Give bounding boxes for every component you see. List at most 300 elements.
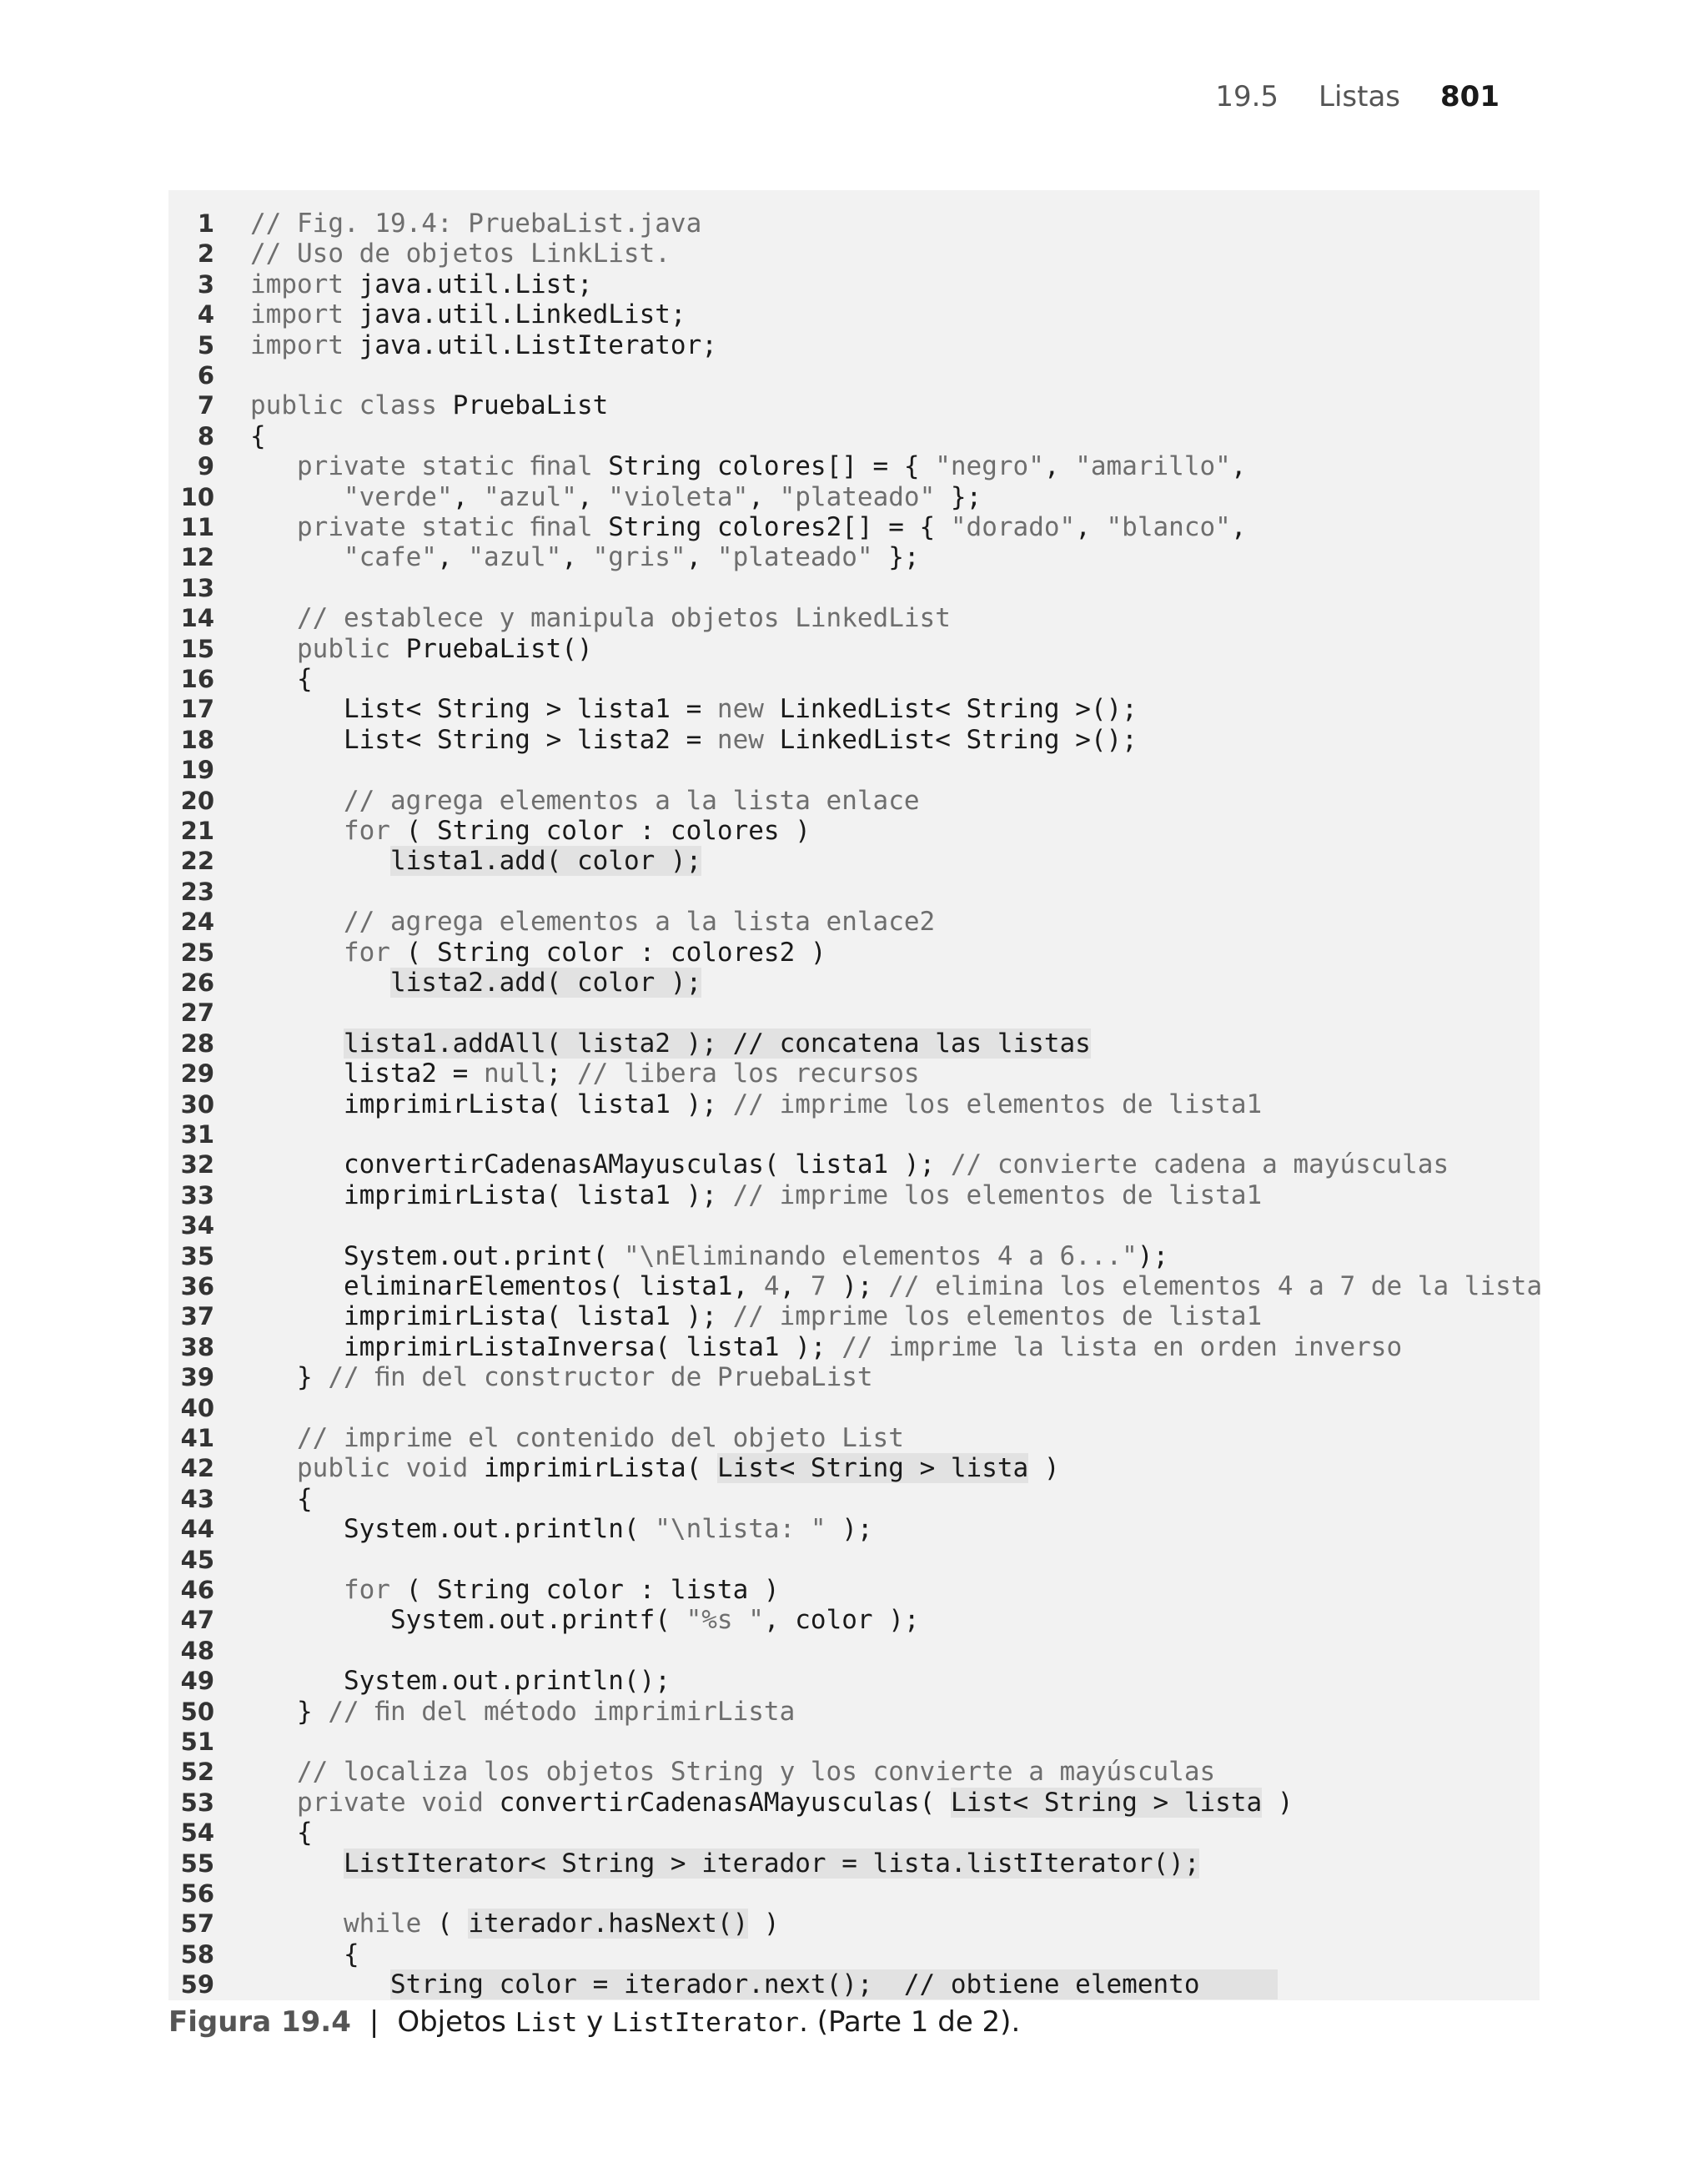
code-text	[250, 542, 920, 572]
code-comment: // imprime los elementos de lista1	[732, 1089, 1263, 1119]
code-token	[250, 603, 297, 633]
code-text	[250, 816, 811, 846]
code-text	[250, 664, 313, 694]
code-keyword: import	[250, 269, 344, 299]
code-keyword: public	[297, 633, 390, 664]
code-text	[250, 1969, 1278, 1999]
code-listing	[168, 190, 1543, 2000]
code-line	[168, 482, 1540, 512]
code-token: )	[748, 1909, 780, 1939]
code-highlight: List< String > lista	[716, 1453, 1029, 1484]
line-number: 17	[180, 695, 214, 724]
code-text	[250, 1818, 313, 1848]
code-text	[250, 451, 1247, 481]
code-string: "gris"	[592, 542, 686, 573]
code-text	[250, 1484, 313, 1514]
code-text	[250, 1241, 1168, 1271]
code-token: ,	[452, 481, 484, 512]
code-token: LinkedList< String >();	[763, 724, 1138, 755]
code-line	[168, 1788, 1540, 1818]
figure-caption	[168, 2005, 1020, 2039]
code-comment: // Fig. 19.4: PruebaList.java	[250, 209, 702, 239]
code-token	[250, 1029, 344, 1059]
code-token: {	[250, 1939, 359, 1969]
code-line	[168, 1757, 1540, 1787]
code-text	[250, 1575, 780, 1605]
code-token: );	[826, 1271, 889, 1301]
code-text	[250, 1849, 1199, 1879]
code-token	[250, 846, 390, 876]
line-number: 18	[180, 725, 214, 754]
code-token: );	[826, 1514, 873, 1545]
code-token	[250, 816, 344, 846]
code-line	[168, 877, 1540, 907]
code-token: PruebaList()	[389, 633, 593, 664]
code-string: "verde"	[343, 481, 453, 512]
line-number: 53	[180, 1788, 214, 1817]
line-number: 26	[180, 968, 214, 997]
code-line	[168, 907, 1540, 937]
code-line	[168, 603, 1540, 633]
code-token	[250, 451, 297, 481]
line-number: 25	[180, 938, 214, 967]
code-keyword: for	[343, 816, 390, 846]
code-keyword: private static ﬁnal	[297, 451, 593, 482]
code-text	[250, 299, 686, 329]
code-line	[168, 846, 1540, 876]
code-token: imprimirLista( lista1 );	[250, 1089, 733, 1119]
code-string: "plateado"	[779, 481, 936, 512]
line-number: 16	[180, 665, 214, 693]
code-token: ,	[576, 481, 609, 512]
code-comment: // imprime la lista en orden inverso	[841, 1331, 1403, 1362]
code-line	[168, 755, 1540, 785]
code-line	[168, 239, 1540, 269]
code-highlight: List< String > lista	[950, 1787, 1263, 1818]
code-token: (	[421, 1909, 469, 1939]
line-number: 36	[180, 1272, 214, 1300]
code-token: };	[872, 542, 920, 573]
code-comment: // elimina los elementos 4 a 7 de la lista	[888, 1271, 1543, 1301]
line-number: 33	[180, 1180, 214, 1210]
code-text	[250, 1939, 359, 1969]
code-line	[168, 360, 1540, 390]
code-string: "negro"	[935, 451, 1044, 482]
code-keyword: while	[343, 1909, 422, 1939]
code-token: convertirCadenasAMayusculas(	[483, 1787, 951, 1818]
code-text	[250, 239, 671, 269]
code-comment: // ﬁn del método imprimirLista	[328, 1696, 796, 1727]
code-line	[168, 1697, 1540, 1727]
code-text	[250, 1271, 1542, 1301]
code-token: };	[935, 481, 982, 512]
line-number: 27	[180, 998, 214, 1028]
code-text	[250, 1909, 780, 1939]
caption-code-listiterator: ListIterator	[612, 2008, 800, 2038]
code-line	[168, 1484, 1540, 1514]
code-token: }	[250, 1696, 329, 1727]
code-comment: // libera los recursos	[576, 1059, 920, 1089]
code-token: List< String > lista2 =	[250, 724, 717, 755]
code-text	[250, 1423, 904, 1453]
code-string: "blanco"	[1106, 512, 1231, 542]
code-comment: // imprime los elementos de lista1	[732, 1301, 1263, 1332]
code-line	[168, 1727, 1540, 1757]
code-comment: // Uso de objetos LinkList.	[250, 239, 671, 269]
code-line	[168, 1969, 1540, 1999]
code-string: "\nEliminando elementos 4 a 6..."	[623, 1240, 1138, 1271]
code-text	[250, 968, 701, 998]
code-line	[168, 1818, 1540, 1848]
code-line	[168, 816, 1540, 846]
line-number: 59	[180, 1970, 214, 1999]
code-line	[168, 1362, 1540, 1392]
code-text	[250, 1605, 920, 1635]
line-number: 50	[180, 1697, 214, 1726]
code-line	[168, 1939, 1540, 1969]
line-number: 23	[180, 877, 214, 906]
caption-code-list: List	[515, 2008, 578, 2038]
code-keyword: private static ﬁnal	[297, 512, 593, 542]
code-line	[168, 998, 1540, 1028]
code-token: 4	[763, 1271, 780, 1301]
section-title: Listas	[1319, 80, 1401, 113]
code-line	[168, 330, 1540, 360]
code-line	[168, 1453, 1540, 1483]
code-keyword: public class	[250, 390, 437, 421]
code-token	[250, 1788, 297, 1818]
code-line	[168, 269, 1540, 299]
line-number: 57	[180, 1909, 214, 1939]
line-number: 1	[197, 209, 214, 238]
code-text	[250, 1332, 1402, 1362]
code-keyword: private void	[297, 1787, 484, 1818]
line-number: 54	[180, 1818, 214, 1848]
code-token: imprimirLista(	[468, 1453, 717, 1484]
line-number: 9	[197, 452, 214, 481]
code-token: )	[1028, 1453, 1060, 1484]
code-token: ( String color : lista )	[389, 1575, 780, 1605]
code-text	[250, 390, 608, 420]
code-keyword: import	[250, 299, 344, 330]
code-token	[250, 512, 297, 542]
code-line	[168, 1849, 1540, 1879]
code-line	[168, 1180, 1540, 1210]
line-number: 28	[180, 1029, 214, 1058]
code-line	[168, 299, 1540, 329]
code-token: ,	[1230, 512, 1247, 542]
code-text	[250, 1301, 1262, 1331]
code-token: System.out.println();	[250, 1666, 671, 1697]
code-text	[250, 1666, 671, 1696]
code-text	[250, 786, 920, 816]
line-number: 45	[180, 1545, 214, 1574]
code-token: ,	[561, 542, 593, 573]
code-line	[168, 512, 1540, 542]
code-token	[250, 786, 344, 816]
code-text	[250, 330, 717, 360]
code-token: String colores2[] = {	[592, 512, 951, 542]
code-keyword: for	[343, 937, 390, 968]
line-number: 39	[180, 1363, 214, 1392]
code-token: {	[250, 1818, 313, 1849]
code-keyword: new	[716, 694, 764, 725]
line-number: 31	[180, 1120, 214, 1149]
line-number: 11	[180, 513, 214, 541]
section-number: 19.5	[1215, 80, 1279, 113]
code-token	[250, 482, 344, 512]
code-line	[168, 421, 1540, 451]
line-number: 19	[180, 756, 214, 785]
code-text	[250, 209, 701, 239]
line-number: 12	[180, 543, 214, 572]
line-number: 4	[197, 300, 214, 329]
line-number: 3	[197, 269, 214, 299]
code-line	[168, 1301, 1540, 1331]
code-token	[250, 968, 390, 998]
code-line	[168, 1636, 1540, 1666]
page-number: 801	[1440, 80, 1500, 113]
line-number: 14	[180, 604, 214, 633]
code-text	[250, 1180, 1262, 1210]
code-string: "plateado"	[716, 542, 873, 573]
code-string: "%s "	[686, 1605, 764, 1636]
code-token: {	[250, 420, 266, 451]
line-number: 46	[180, 1576, 214, 1604]
code-text	[250, 1514, 873, 1544]
caption-separator: |	[369, 2005, 379, 2039]
line-number: 34	[180, 1211, 214, 1240]
code-token	[250, 1423, 297, 1453]
code-token: List< String > lista1 =	[250, 694, 717, 725]
code-line	[168, 451, 1540, 481]
code-line	[168, 390, 1540, 420]
code-string: "violeta"	[608, 481, 749, 512]
line-number: 51	[180, 1728, 214, 1756]
caption-text-after: . (Parte 1 de 2).	[799, 2005, 1021, 2039]
code-text	[250, 1757, 1215, 1787]
code-line	[168, 542, 1540, 572]
code-token: ,	[1043, 451, 1076, 482]
code-text	[250, 725, 1138, 755]
line-number: 15	[180, 634, 214, 663]
line-number: 41	[180, 1424, 214, 1452]
code-token: ( String color : colores )	[389, 816, 811, 846]
code-token: {	[250, 1483, 313, 1514]
code-token	[250, 542, 344, 572]
code-keyword: for	[343, 1575, 390, 1605]
code-line	[168, 573, 1540, 603]
code-token: java.util.List;	[343, 269, 593, 299]
code-line	[168, 209, 1540, 239]
code-highlight: lista1.addAll( lista2 ); // concatena las listas	[343, 1028, 1091, 1059]
code-token	[250, 907, 344, 937]
code-comment: // agrega elementos a la lista enlace	[343, 785, 920, 816]
code-token: ( String color : colores2 )	[389, 937, 826, 968]
code-line	[168, 634, 1540, 664]
code-token: PruebaList	[436, 390, 609, 421]
code-token: imprimirListaInversa( lista1 );	[250, 1331, 842, 1362]
code-string: "amarillo"	[1075, 451, 1231, 482]
code-token: LinkedList< String >();	[763, 694, 1138, 725]
line-number: 40	[180, 1393, 214, 1422]
code-token: }	[250, 1362, 329, 1393]
code-string: "dorado"	[950, 512, 1076, 542]
line-number: 47	[180, 1606, 214, 1635]
code-string: "azul"	[483, 481, 577, 512]
code-line	[168, 725, 1540, 755]
code-comment: // establece y manipula objetos LinkedList	[297, 603, 951, 634]
code-text	[250, 1697, 795, 1727]
code-line	[168, 1210, 1540, 1240]
line-number: 56	[180, 1879, 214, 1908]
code-line	[168, 1089, 1540, 1119]
code-token: imprimirLista( lista1 );	[250, 1180, 733, 1210]
code-line	[168, 1666, 1540, 1696]
code-comment: // agrega elementos a la lista enlace2	[343, 907, 936, 938]
code-text	[250, 603, 951, 633]
line-number: 5	[197, 330, 214, 360]
code-line	[168, 1879, 1540, 1909]
code-text	[250, 1059, 920, 1089]
code-token: eliminarElementos( lista1,	[250, 1271, 764, 1301]
code-text	[250, 846, 701, 876]
code-line	[168, 1423, 1540, 1453]
code-token	[250, 1849, 344, 1879]
code-text	[250, 512, 1247, 542]
code-line	[168, 1271, 1543, 1301]
caption-text-before: Objetos	[397, 2005, 515, 2039]
code-token: 7	[810, 1271, 826, 1301]
code-line	[168, 938, 1540, 968]
line-number: 37	[180, 1302, 214, 1331]
line-number: 52	[180, 1758, 214, 1787]
code-keyword: public void	[297, 1453, 469, 1484]
code-token	[250, 1757, 297, 1787]
line-number: 38	[180, 1332, 214, 1361]
code-token: String colores[] = {	[592, 451, 936, 482]
line-number: 29	[180, 1059, 214, 1089]
code-line	[168, 1332, 1540, 1362]
line-number: 13	[180, 573, 214, 602]
code-text	[250, 907, 935, 937]
code-comment: // imprime el contenido del objeto List	[297, 1423, 904, 1453]
running-head	[1215, 80, 1500, 113]
code-text	[250, 634, 593, 664]
code-comment: // ﬁn del constructor de PruebaList	[328, 1362, 873, 1393]
code-highlight: String color = iterador.next(); // obtiene elemento	[389, 1969, 1278, 2000]
line-number: 6	[197, 361, 214, 390]
line-number: 30	[180, 1089, 214, 1119]
code-string: "\nlista: "	[655, 1514, 826, 1545]
code-token: {	[250, 664, 313, 694]
line-number: 44	[180, 1515, 214, 1544]
code-comment: // convierte cadena a mayúsculas	[950, 1149, 1449, 1180]
line-number: 35	[180, 1241, 214, 1270]
line-number: 43	[180, 1484, 214, 1513]
code-line	[168, 1059, 1540, 1089]
code-line	[168, 1149, 1540, 1180]
code-line	[168, 1909, 1540, 1939]
code-token	[250, 1909, 344, 1939]
code-line	[168, 664, 1540, 694]
code-token: convertirCadenasAMayusculas( lista1 );	[250, 1149, 951, 1180]
code-line	[168, 968, 1540, 998]
line-number: 48	[180, 1636, 214, 1665]
code-line	[168, 1119, 1540, 1149]
code-line	[168, 1545, 1540, 1575]
code-comment: // imprime los elementos de lista1	[732, 1180, 1263, 1210]
line-number: 8	[197, 421, 214, 450]
code-text	[250, 1788, 1294, 1818]
code-line	[168, 694, 1540, 724]
line-number: 58	[180, 1939, 214, 1969]
code-text	[250, 1089, 1262, 1119]
line-number: 20	[180, 786, 214, 815]
code-keyword: import	[250, 329, 344, 360]
code-line	[168, 1241, 1540, 1271]
code-text	[250, 1029, 1091, 1059]
caption-text-middle: y	[577, 2005, 613, 2039]
code-line	[168, 1393, 1540, 1423]
code-text	[250, 1453, 1060, 1483]
code-token	[250, 938, 344, 968]
code-line	[168, 1029, 1540, 1059]
code-text	[250, 1362, 873, 1392]
code-keyword: new	[716, 724, 764, 755]
code-comment: // localiza los objetos String y los convierte a mayúsculas	[297, 1757, 1216, 1788]
code-token: ,	[748, 481, 780, 512]
line-number: 7	[197, 391, 214, 420]
code-token: );	[1137, 1240, 1169, 1271]
code-line	[168, 1605, 1540, 1635]
code-line	[168, 1575, 1540, 1605]
code-token	[250, 1575, 344, 1605]
code-highlight: iterador.hasNext()	[468, 1909, 749, 1939]
line-number: 22	[180, 847, 214, 876]
line-number: 49	[180, 1667, 214, 1696]
code-token: ,	[1230, 451, 1247, 482]
code-token: imprimirLista( lista1 );	[250, 1301, 733, 1332]
code-token: System.out.printf(	[250, 1605, 686, 1636]
line-number: 2	[197, 239, 214, 269]
code-token	[250, 1969, 390, 1999]
code-token: ,	[779, 1271, 811, 1301]
code-token: ,	[1075, 512, 1107, 542]
code-text	[250, 1149, 1449, 1180]
line-number: 55	[180, 1849, 214, 1878]
code-text	[250, 421, 266, 451]
code-text	[250, 694, 1138, 724]
code-keyword: null	[483, 1059, 546, 1089]
code-token: )	[1262, 1787, 1294, 1818]
code-token	[250, 634, 297, 664]
line-number: 10	[180, 482, 214, 511]
code-token	[250, 1453, 297, 1483]
code-token: lista2 =	[250, 1059, 484, 1089]
code-line	[168, 786, 1540, 816]
figure-label: Figura 19.4	[168, 2005, 351, 2039]
code-token: ,	[436, 542, 469, 573]
code-token: ,	[686, 542, 717, 573]
code-line	[168, 1514, 1540, 1544]
code-text	[250, 269, 593, 299]
code-token: java.util.LinkedList;	[343, 299, 686, 330]
code-text	[250, 938, 826, 968]
line-number: 21	[180, 817, 214, 845]
code-string: "azul"	[468, 542, 562, 573]
line-number: 32	[180, 1150, 214, 1180]
